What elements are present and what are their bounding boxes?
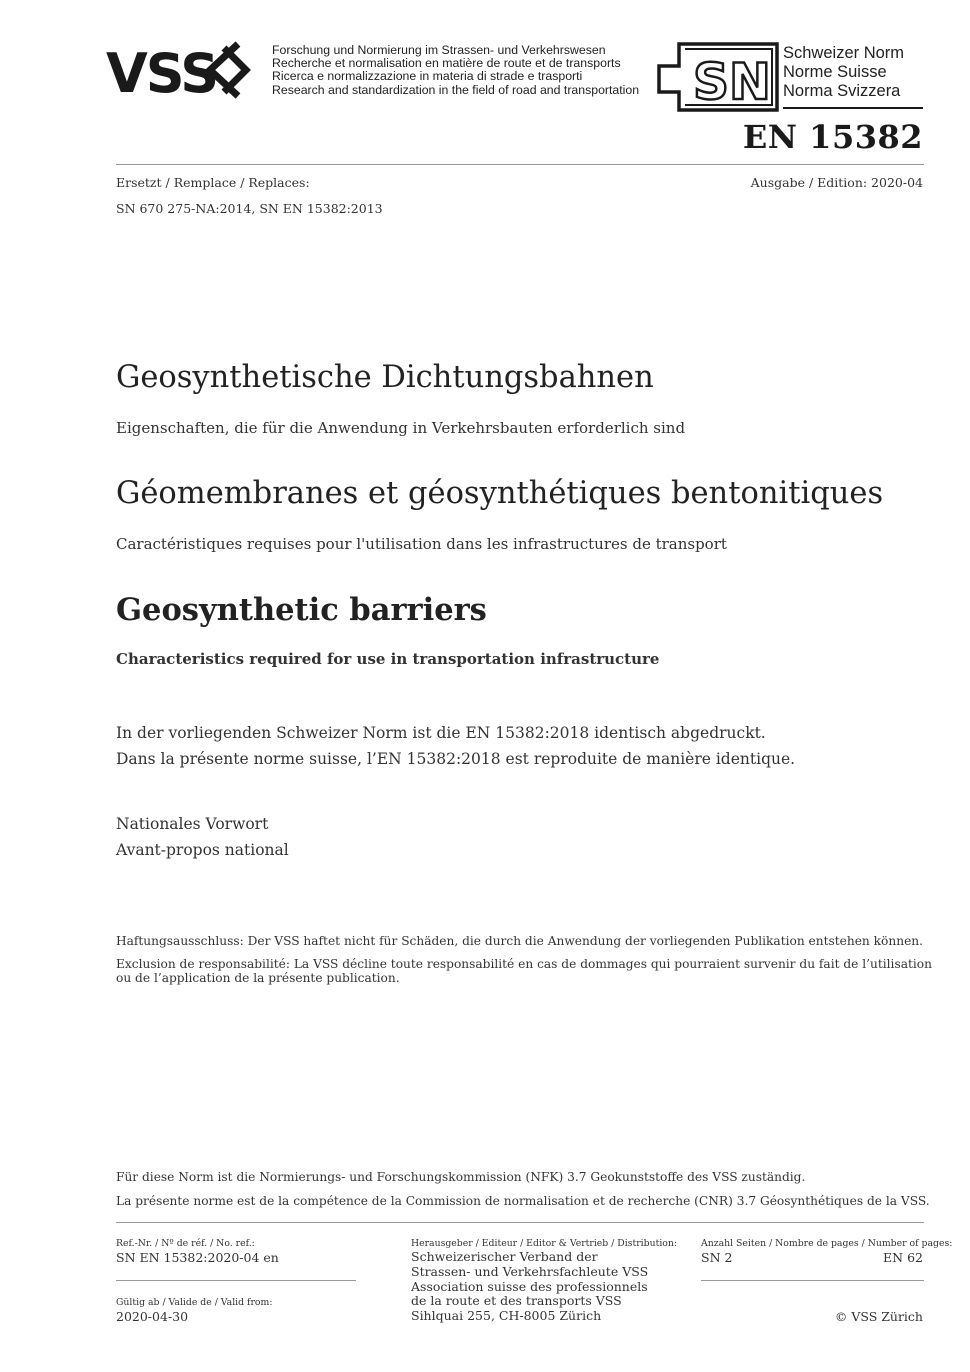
subtitle-french: Caractéristiques requises pour l'utilisation dans les infrastructures de transport bbox=[116, 535, 727, 553]
subtitle-english: Characteristics required for use in transportation infrastructure bbox=[116, 650, 660, 668]
pages-label: Anzahl Seiten / Nombre de pages / Number of pages: bbox=[701, 1238, 953, 1249]
disclaimer-german: Haftungsausschluss: Der VSS haftet nicht für Schäden, die durch die Anwendung der vorliegenden Publikation entstehen können. bbox=[116, 934, 924, 948]
sn-logo-text: SN bbox=[693, 53, 771, 111]
sn-names: Schweizer Norm Norme Suisse Norma Svizzera bbox=[783, 44, 905, 100]
document-number: EN 15382 bbox=[742, 118, 923, 156]
foreword-french: Avant-propos national bbox=[116, 841, 289, 859]
identical-note-french: Dans la présente norme suisse, l’EN 15382:2018 est reproduite de manière identique. bbox=[116, 750, 796, 768]
copyright: © VSS Zürich bbox=[834, 1309, 923, 1324]
header-divider bbox=[116, 164, 924, 165]
ref-label: Ref.-Nr. / Nº de réf. / No. ref.: bbox=[116, 1238, 255, 1249]
vss-tagline: Forschung und Normierung im Strassen- und Verkehrswesen Recherche et normalisation en matière de route et de transports Ricerca e normalizzazione in materia di strade e trasporti Research and standardization in the field of road and transportation bbox=[272, 43, 640, 97]
vss-logo bbox=[106, 40, 266, 104]
pages-en: EN 62 bbox=[883, 1250, 923, 1265]
edition: Ausgabe / Edition: 2020-04 bbox=[750, 175, 923, 190]
title-english: Geosynthetic barriers bbox=[116, 592, 487, 628]
ref-divider bbox=[116, 1280, 356, 1281]
competence-french: La présente norme est de la compétence de la Commission de normalisation et de recherche (CNR) 3.7 Géosynthétiques de la VSS. bbox=[116, 1194, 930, 1208]
identical-note-german: In der vorliegenden Schweizer Norm ist die EN 15382:2018 identisch abgedruckt. bbox=[116, 724, 766, 742]
valid-value: 2020-04-30 bbox=[116, 1309, 189, 1324]
subtitle-german: Eigenschaften, die für die Anwendung in Verkehrsbauten erforderlich sind bbox=[116, 419, 686, 437]
sn-logo bbox=[657, 42, 779, 118]
sn-underline bbox=[783, 107, 923, 109]
replaces-value: SN 670 275-NA:2014, SN EN 15382:2013 bbox=[116, 201, 383, 216]
foreword-german: Nationales Vorwort bbox=[116, 815, 269, 833]
competence-german: Für diese Norm ist die Normierungs- und Forschungskommission (NFK) 3.7 Geokunststoffe des VSS zuständig. bbox=[116, 1170, 806, 1184]
valid-label: Gültig ab / Valide de / Valid from: bbox=[116, 1297, 273, 1308]
pages-divider bbox=[701, 1280, 924, 1281]
replaces-label: Ersetzt / Remplace / Replaces: bbox=[116, 175, 310, 190]
ref-value: SN EN 15382:2020-04 en bbox=[116, 1250, 279, 1265]
disclaimer-french: Exclusion de responsabilité: La VSS décline toute responsabilité en cas de dommages qui pourraient survenir du fait de l’utilisation ou de l’application de la présente publication. bbox=[116, 957, 932, 985]
pages-sn: SN 2 bbox=[701, 1250, 733, 1265]
vss-logo-text: VSS bbox=[106, 42, 218, 100]
title-french: Géomembranes et géosynthétiques bentonitiques bbox=[116, 476, 884, 511]
publisher-address: Schweizerischer Verband der Strassen- und Verkehrsfachleute VSS Association suisse des professionnels de la route et des transports VSS Sihlquai 255, CH-8005 Zürich bbox=[411, 1249, 649, 1324]
publisher-label: Herausgeber / Editeur / Editor & Vertrieb / Distribution: bbox=[411, 1238, 678, 1249]
title-german: Geosynthetische Dichtungsbahnen bbox=[116, 360, 654, 395]
footer-divider bbox=[116, 1222, 924, 1223]
